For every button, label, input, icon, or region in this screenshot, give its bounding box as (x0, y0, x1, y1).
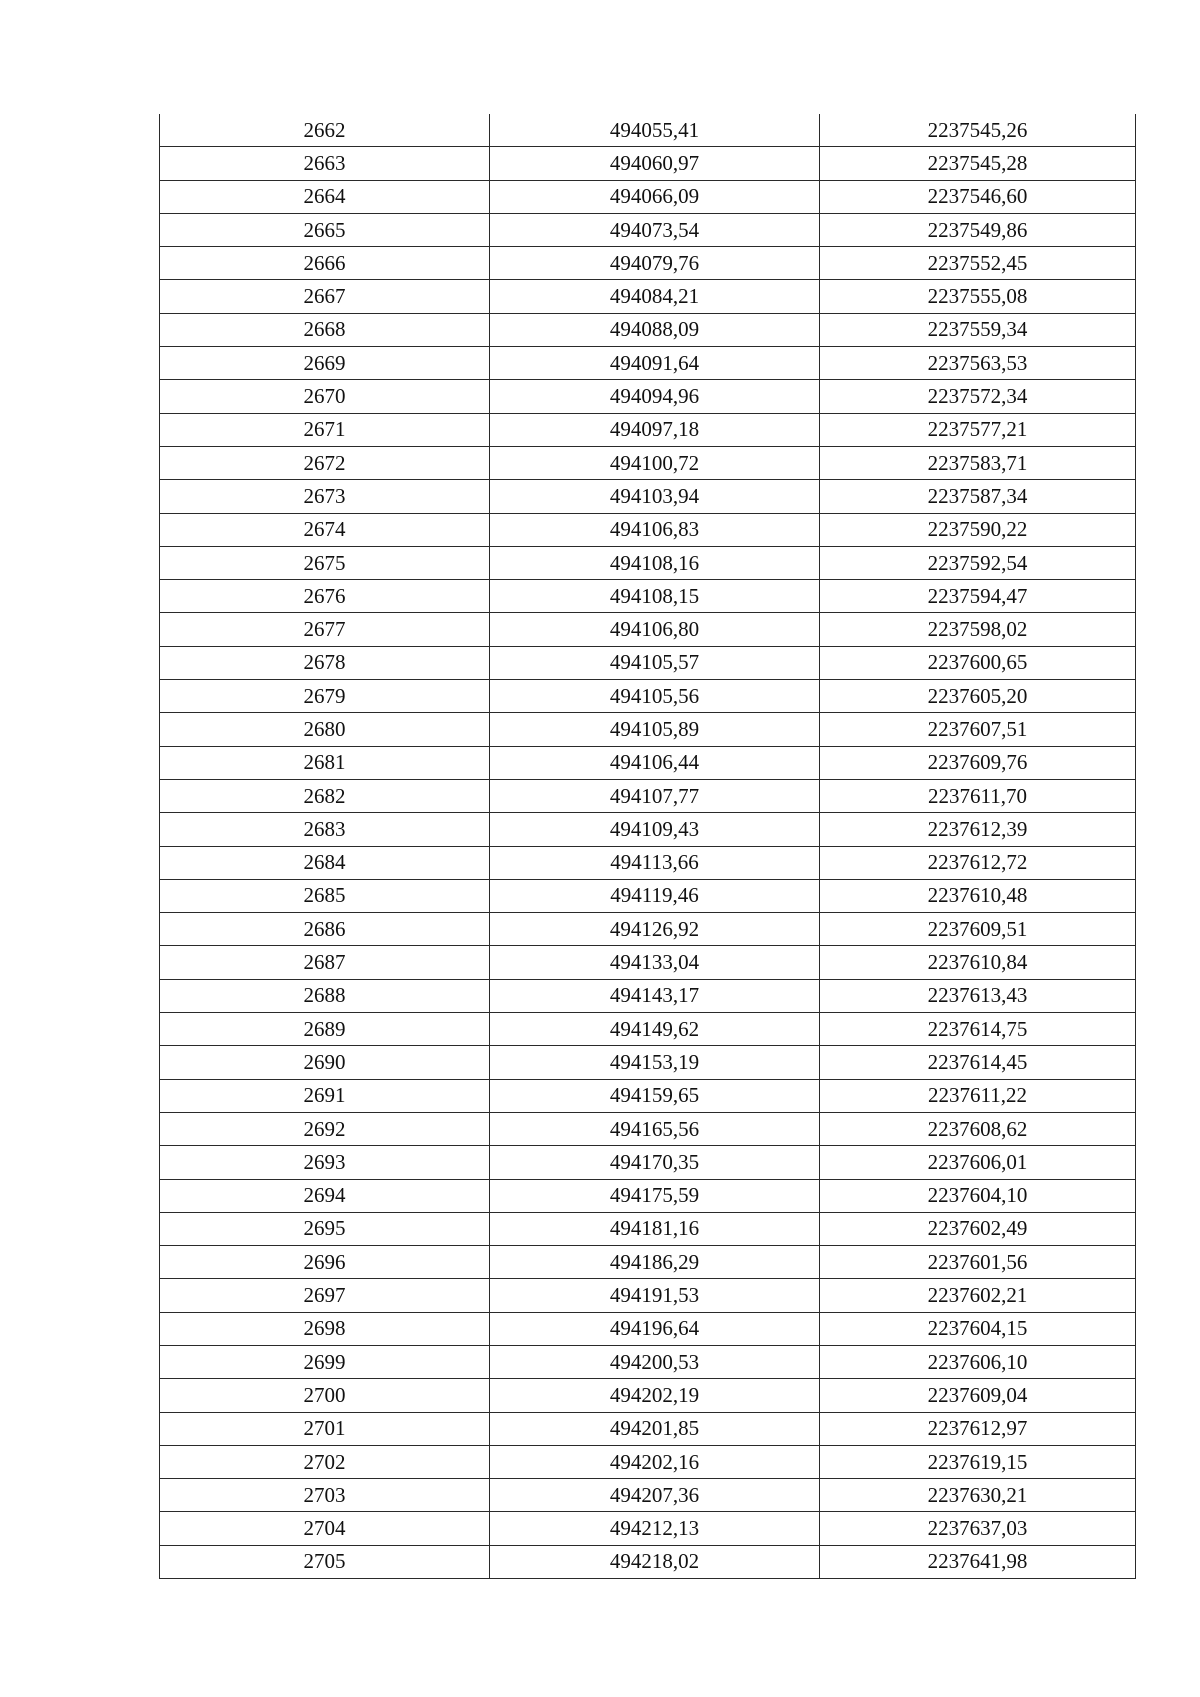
point-number-cell: 2665 (160, 213, 490, 246)
x-coordinate-cell: 494107,77 (490, 779, 820, 812)
table-row (160, 1013, 1136, 1046)
coordinates-table-body (160, 114, 1136, 1579)
y-coordinate-cell: 2237590,22 (820, 513, 1136, 546)
point-number-cell: 2684 (160, 846, 490, 879)
table-row (160, 879, 1136, 912)
point-number-cell: 2673 (160, 480, 490, 513)
table-row (160, 1246, 1136, 1279)
y-coordinate-cell: 2237605,20 (820, 680, 1136, 713)
point-number-cell: 2662 (160, 114, 490, 147)
x-coordinate-cell: 494091,64 (490, 347, 820, 380)
point-number-cell: 2700 (160, 1379, 490, 1412)
x-coordinate-cell: 494108,16 (490, 546, 820, 579)
y-coordinate-cell: 2237546,60 (820, 180, 1136, 213)
y-coordinate-cell: 2237601,56 (820, 1246, 1136, 1279)
x-coordinate-cell: 494200,53 (490, 1345, 820, 1378)
y-coordinate-cell: 2237619,15 (820, 1445, 1136, 1478)
table-row (160, 779, 1136, 812)
table-row (160, 380, 1136, 413)
point-number-cell: 2668 (160, 313, 490, 346)
point-number-cell: 2675 (160, 546, 490, 579)
y-coordinate-cell: 2237602,21 (820, 1279, 1136, 1312)
point-number-cell: 2681 (160, 746, 490, 779)
table-row (160, 1112, 1136, 1145)
point-number-cell: 2693 (160, 1146, 490, 1179)
point-number-cell: 2677 (160, 613, 490, 646)
table-row (160, 713, 1136, 746)
y-coordinate-cell: 2237612,72 (820, 846, 1136, 879)
y-coordinate-cell: 2237609,76 (820, 746, 1136, 779)
y-coordinate-cell: 2237610,84 (820, 946, 1136, 979)
point-number-cell: 2703 (160, 1479, 490, 1512)
table-row (160, 1279, 1136, 1312)
table-row (160, 813, 1136, 846)
x-coordinate-cell: 494153,19 (490, 1046, 820, 1079)
x-coordinate-cell: 494196,64 (490, 1312, 820, 1345)
point-number-cell: 2687 (160, 946, 490, 979)
y-coordinate-cell: 2237606,10 (820, 1345, 1136, 1378)
y-coordinate-cell: 2237608,62 (820, 1112, 1136, 1145)
point-number-cell: 2698 (160, 1312, 490, 1345)
x-coordinate-cell: 494143,17 (490, 979, 820, 1012)
table-row (160, 1379, 1136, 1412)
y-coordinate-cell: 2237609,51 (820, 913, 1136, 946)
y-coordinate-cell: 2237563,53 (820, 347, 1136, 380)
table-row (160, 347, 1136, 380)
y-coordinate-cell: 2237612,39 (820, 813, 1136, 846)
point-number-cell: 2686 (160, 913, 490, 946)
table-row (160, 1479, 1136, 1512)
point-number-cell: 2705 (160, 1545, 490, 1578)
x-coordinate-cell: 494119,46 (490, 879, 820, 912)
y-coordinate-cell: 2237587,34 (820, 480, 1136, 513)
point-number-cell: 2670 (160, 380, 490, 413)
y-coordinate-cell: 2237559,34 (820, 313, 1136, 346)
x-coordinate-cell: 494113,66 (490, 846, 820, 879)
y-coordinate-cell: 2237613,43 (820, 979, 1136, 1012)
y-coordinate-cell: 2237555,08 (820, 280, 1136, 313)
table-row (160, 646, 1136, 679)
y-coordinate-cell: 2237606,01 (820, 1146, 1136, 1179)
point-number-cell: 2669 (160, 347, 490, 380)
point-number-cell: 2696 (160, 1246, 490, 1279)
y-coordinate-cell: 2237592,54 (820, 546, 1136, 579)
y-coordinate-cell: 2237604,10 (820, 1179, 1136, 1212)
x-coordinate-cell: 494191,53 (490, 1279, 820, 1312)
point-number-cell: 2697 (160, 1279, 490, 1312)
x-coordinate-cell: 494073,54 (490, 213, 820, 246)
x-coordinate-cell: 494100,72 (490, 446, 820, 479)
table-row (160, 213, 1136, 246)
table-row (160, 1079, 1136, 1112)
point-number-cell: 2671 (160, 413, 490, 446)
point-number-cell: 2692 (160, 1112, 490, 1145)
x-coordinate-cell: 494126,92 (490, 913, 820, 946)
point-number-cell: 2680 (160, 713, 490, 746)
x-coordinate-cell: 494105,57 (490, 646, 820, 679)
table-row (160, 180, 1136, 213)
x-coordinate-cell: 494105,56 (490, 680, 820, 713)
point-number-cell: 2678 (160, 646, 490, 679)
point-number-cell: 2664 (160, 180, 490, 213)
table-row (160, 580, 1136, 613)
table-row (160, 413, 1136, 446)
table-row (160, 1179, 1136, 1212)
x-coordinate-cell: 494084,21 (490, 280, 820, 313)
x-coordinate-cell: 494218,02 (490, 1545, 820, 1578)
point-number-cell: 2691 (160, 1079, 490, 1112)
x-coordinate-cell: 494159,65 (490, 1079, 820, 1112)
x-coordinate-cell: 494186,29 (490, 1246, 820, 1279)
point-number-cell: 2695 (160, 1212, 490, 1245)
x-coordinate-cell: 494165,56 (490, 1112, 820, 1145)
table-row (160, 513, 1136, 546)
x-coordinate-cell: 494060,97 (490, 147, 820, 180)
point-number-cell: 2672 (160, 446, 490, 479)
table-row (160, 1545, 1136, 1578)
y-coordinate-cell: 2237552,45 (820, 247, 1136, 280)
point-number-cell: 2676 (160, 580, 490, 613)
y-coordinate-cell: 2237612,97 (820, 1412, 1136, 1445)
table-row (160, 913, 1136, 946)
y-coordinate-cell: 2237545,26 (820, 114, 1136, 147)
table-row (160, 746, 1136, 779)
point-number-cell: 2694 (160, 1179, 490, 1212)
y-coordinate-cell: 2237607,51 (820, 713, 1136, 746)
y-coordinate-cell: 2237545,28 (820, 147, 1136, 180)
point-number-cell: 2702 (160, 1445, 490, 1478)
x-coordinate-cell: 494175,59 (490, 1179, 820, 1212)
table-row (160, 1212, 1136, 1245)
x-coordinate-cell: 494207,36 (490, 1479, 820, 1512)
y-coordinate-cell: 2237611,22 (820, 1079, 1136, 1112)
x-coordinate-cell: 494088,09 (490, 313, 820, 346)
table-row (160, 247, 1136, 280)
table-row (160, 846, 1136, 879)
x-coordinate-cell: 494202,16 (490, 1445, 820, 1478)
y-coordinate-cell: 2237602,49 (820, 1212, 1136, 1245)
y-coordinate-cell: 2237577,21 (820, 413, 1136, 446)
x-coordinate-cell: 494103,94 (490, 480, 820, 513)
table-row (160, 1412, 1136, 1445)
y-coordinate-cell: 2237549,86 (820, 213, 1136, 246)
point-number-cell: 2667 (160, 280, 490, 313)
table-row (160, 480, 1136, 513)
table-row (160, 313, 1136, 346)
y-coordinate-cell: 2237609,04 (820, 1379, 1136, 1412)
point-number-cell: 2679 (160, 680, 490, 713)
coordinates-table (159, 114, 1136, 1579)
point-number-cell: 2704 (160, 1512, 490, 1545)
point-number-cell: 2689 (160, 1013, 490, 1046)
y-coordinate-cell: 2237610,48 (820, 879, 1136, 912)
point-number-cell: 2663 (160, 147, 490, 180)
x-coordinate-cell: 494170,35 (490, 1146, 820, 1179)
table-row (160, 114, 1136, 147)
table-row (160, 1046, 1136, 1079)
y-coordinate-cell: 2237600,65 (820, 646, 1136, 679)
x-coordinate-cell: 494105,89 (490, 713, 820, 746)
y-coordinate-cell: 2237583,71 (820, 446, 1136, 479)
x-coordinate-cell: 494097,18 (490, 413, 820, 446)
table-row (160, 546, 1136, 579)
table-row (160, 280, 1136, 313)
x-coordinate-cell: 494202,19 (490, 1379, 820, 1412)
table-row (160, 1312, 1136, 1345)
table-row (160, 1445, 1136, 1478)
table-row (160, 1512, 1136, 1545)
x-coordinate-cell: 494133,04 (490, 946, 820, 979)
table-row (160, 1345, 1136, 1378)
y-coordinate-cell: 2237637,03 (820, 1512, 1136, 1545)
table-row (160, 147, 1136, 180)
x-coordinate-cell: 494066,09 (490, 180, 820, 213)
x-coordinate-cell: 494106,80 (490, 613, 820, 646)
point-number-cell: 2666 (160, 247, 490, 280)
point-number-cell: 2688 (160, 979, 490, 1012)
point-number-cell: 2699 (160, 1345, 490, 1378)
point-number-cell: 2701 (160, 1412, 490, 1445)
table-row (160, 1146, 1136, 1179)
point-number-cell: 2690 (160, 1046, 490, 1079)
x-coordinate-cell: 494108,15 (490, 580, 820, 613)
table-row (160, 613, 1136, 646)
x-coordinate-cell: 494149,62 (490, 1013, 820, 1046)
x-coordinate-cell: 494079,76 (490, 247, 820, 280)
x-coordinate-cell: 494212,13 (490, 1512, 820, 1545)
y-coordinate-cell: 2237614,75 (820, 1013, 1136, 1046)
table-row (160, 946, 1136, 979)
x-coordinate-cell: 494109,43 (490, 813, 820, 846)
x-coordinate-cell: 494181,16 (490, 1212, 820, 1245)
x-coordinate-cell: 494106,83 (490, 513, 820, 546)
table-row (160, 446, 1136, 479)
y-coordinate-cell: 2237641,98 (820, 1545, 1136, 1578)
point-number-cell: 2683 (160, 813, 490, 846)
y-coordinate-cell: 2237598,02 (820, 613, 1136, 646)
y-coordinate-cell: 2237594,47 (820, 580, 1136, 613)
point-number-cell: 2682 (160, 779, 490, 812)
y-coordinate-cell: 2237572,34 (820, 380, 1136, 413)
y-coordinate-cell: 2237604,15 (820, 1312, 1136, 1345)
y-coordinate-cell: 2237611,70 (820, 779, 1136, 812)
point-number-cell: 2674 (160, 513, 490, 546)
x-coordinate-cell: 494106,44 (490, 746, 820, 779)
point-number-cell: 2685 (160, 879, 490, 912)
table-row (160, 979, 1136, 1012)
table-row (160, 680, 1136, 713)
y-coordinate-cell: 2237630,21 (820, 1479, 1136, 1512)
x-coordinate-cell: 494094,96 (490, 380, 820, 413)
y-coordinate-cell: 2237614,45 (820, 1046, 1136, 1079)
x-coordinate-cell: 494201,85 (490, 1412, 820, 1445)
x-coordinate-cell: 494055,41 (490, 114, 820, 147)
